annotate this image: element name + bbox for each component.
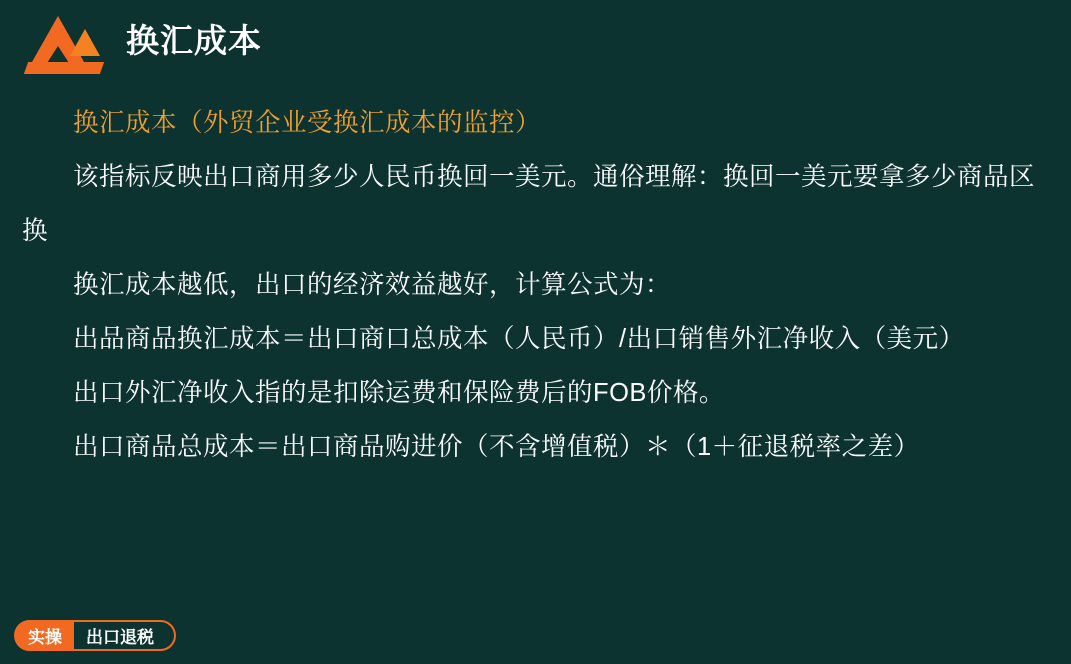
logo-bar [24,62,104,74]
footer-tag-topic: 出口退税 [72,620,176,651]
paragraph-net-income: 出口外汇净收入指的是扣除运费和保险费后的FOB价格。 [73,379,725,407]
paragraph-definition: 该指标反映出口商用多少人民币换回一美元。通俗理解：换回一美元要拿多少商品区换 [22,163,1036,245]
page-title: 换汇成本 [126,22,262,59]
slide-body [22,96,1052,474]
paragraph-formula-main: 出品商品换汇成本＝出口商口总成本（人民币）/出口销售外汇净收入（美元） [73,325,965,353]
slide-header [0,0,1071,84]
paragraph-subtitle: 换汇成本（外贸企业受换汇成本的监控） [73,109,542,137]
footer-tag-category: 实操 [14,620,74,651]
orange-triangles-logo-icon [26,12,104,74]
logo-triangle-notch [47,46,69,63]
paragraph-formula-intro: 换汇成本越低，出口的经济效益越好，计算公式为： [73,271,672,299]
footer-tag [14,620,176,651]
paragraph-total-cost: 出口商品总成本＝出口商品购进价（不含增值税）＊（1＋征退税率之差） [73,433,920,461]
logo-triangle-small [70,29,100,56]
